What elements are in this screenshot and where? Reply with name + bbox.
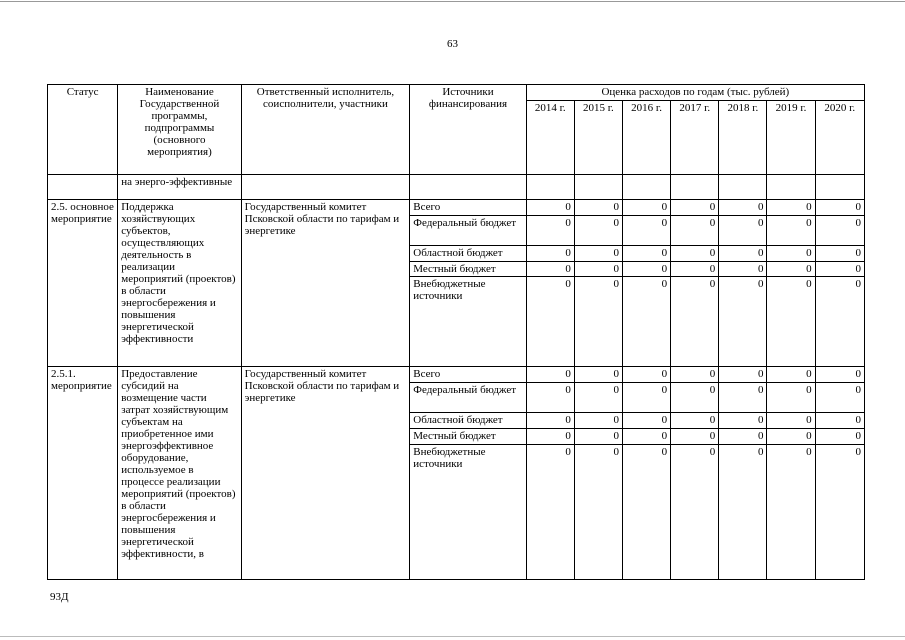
value-cell: 0 (622, 412, 670, 428)
value-cell: 0 (622, 261, 670, 277)
value-cell: 0 (574, 444, 622, 579)
cell-empty (671, 174, 719, 199)
value-cell: 0 (526, 200, 574, 216)
cell-empty (719, 174, 767, 199)
header-year: 2019 г. (767, 100, 815, 174)
header-year: 2016 г. (622, 100, 670, 174)
source-label: Местный бюджет (410, 428, 526, 444)
value-cell: 0 (526, 412, 574, 428)
cell-empty (241, 174, 410, 199)
value-cell: 0 (719, 245, 767, 261)
value-cell: 0 (574, 367, 622, 383)
value-cell: 0 (815, 428, 864, 444)
cell-empty (767, 174, 815, 199)
continuation-name: на энерго-эффективные (118, 174, 241, 199)
value-cell: 0 (719, 412, 767, 428)
value-cell: 0 (719, 261, 767, 277)
value-cell: 0 (767, 428, 815, 444)
value-cell: 0 (815, 383, 864, 413)
source-label: Федеральный бюджет (410, 216, 526, 246)
header-year: 2020 г. (815, 100, 864, 174)
scan-edge-top (0, 1, 905, 2)
value-cell: 0 (671, 444, 719, 579)
source-label: Местный бюджет (410, 261, 526, 277)
value-cell: 0 (719, 200, 767, 216)
value-cell: 0 (574, 412, 622, 428)
value-cell: 0 (526, 216, 574, 246)
value-cell: 0 (622, 200, 670, 216)
value-cell: 0 (719, 444, 767, 579)
header-year: 2017 г. (671, 100, 719, 174)
section-status: 2.5.1. мероприятие (48, 367, 118, 580)
value-cell: 0 (815, 245, 864, 261)
header-status: Статус (48, 85, 118, 175)
value-cell: 0 (719, 383, 767, 413)
header-year: 2015 г. (574, 100, 622, 174)
value-cell: 0 (719, 277, 767, 367)
section-name: Поддержка хозяйствующих субъектов, осуществляющих деятельность в реализации мероприятий (проектов) в области энергосбережения и повышения энергетической эффективности (118, 200, 241, 367)
cell-empty (574, 174, 622, 199)
source-label: Внебюджетные источники (410, 444, 526, 579)
value-cell: 0 (767, 277, 815, 367)
cell-empty (815, 174, 864, 199)
source-label: Областной бюджет (410, 245, 526, 261)
section-responsible: Государственный комитет Псковской области по тарифам и энергетике (241, 200, 410, 367)
value-cell: 0 (526, 367, 574, 383)
table-row (48, 200, 865, 216)
value-cell: 0 (815, 277, 864, 367)
page-number: 63 (447, 38, 458, 50)
source-label: Всего (410, 367, 526, 383)
value-cell: 0 (526, 277, 574, 367)
section-responsible: Государственный комитет Псковской области по тарифам и энергетике (241, 367, 410, 580)
header-name: Наименование Государственной программы, подпрограммы (основного мероприятия) (118, 85, 241, 175)
value-cell: 0 (767, 245, 815, 261)
section-name: Предоставление субсидий на возмещение части затрат хозяйствующим субъектам на приобретенное ими энергоэффективное оборудование, используемое в процессе реализации мероприятий (проектов) в области энергосбережения и повышения энергетической эффективности, в (118, 367, 241, 580)
value-cell: 0 (574, 245, 622, 261)
cell-empty (622, 174, 670, 199)
value-cell: 0 (622, 367, 670, 383)
value-cell: 0 (767, 444, 815, 579)
value-cell: 0 (574, 277, 622, 367)
value-cell: 0 (526, 261, 574, 277)
value-cell: 0 (815, 261, 864, 277)
source-label: Федеральный бюджет (410, 383, 526, 413)
value-cell: 0 (815, 216, 864, 246)
footer-code: 93Д (50, 591, 69, 603)
value-cell: 0 (671, 245, 719, 261)
source-label: Внебюджетные источники (410, 277, 526, 367)
value-cell: 0 (526, 444, 574, 579)
value-cell: 0 (815, 412, 864, 428)
scan-edge-bottom (0, 636, 905, 637)
header-year: 2014 г. (526, 100, 574, 174)
value-cell: 0 (719, 428, 767, 444)
value-cell: 0 (767, 216, 815, 246)
header-sources: Источники финансирования (410, 85, 526, 175)
value-cell: 0 (622, 444, 670, 579)
header-row-1 (48, 85, 865, 101)
value-cell: 0 (671, 383, 719, 413)
cell-empty (410, 174, 526, 199)
continuation-row (48, 174, 865, 199)
value-cell: 0 (622, 383, 670, 413)
value-cell: 0 (622, 216, 670, 246)
value-cell: 0 (574, 200, 622, 216)
value-cell: 0 (671, 428, 719, 444)
value-cell: 0 (671, 216, 719, 246)
value-cell: 0 (526, 245, 574, 261)
value-cell: 0 (671, 261, 719, 277)
value-cell: 0 (574, 261, 622, 277)
value-cell: 0 (719, 216, 767, 246)
header-estimate: Оценка расходов по годам (тыс. рублей) (526, 85, 864, 101)
value-cell: 0 (671, 200, 719, 216)
value-cell: 0 (574, 428, 622, 444)
value-cell: 0 (622, 277, 670, 367)
value-cell: 0 (671, 277, 719, 367)
value-cell: 0 (767, 412, 815, 428)
cell-empty (526, 174, 574, 199)
value-cell: 0 (815, 200, 864, 216)
value-cell: 0 (767, 261, 815, 277)
value-cell: 0 (815, 444, 864, 579)
value-cell: 0 (815, 367, 864, 383)
value-cell: 0 (671, 367, 719, 383)
table-row (48, 367, 865, 383)
cell-empty (48, 174, 118, 199)
source-label: Всего (410, 200, 526, 216)
section-status: 2.5. основное мероприятие (48, 200, 118, 367)
value-cell: 0 (526, 383, 574, 413)
header-responsible: Ответственный исполнитель, соисполнители, участники (241, 85, 410, 175)
value-cell: 0 (719, 367, 767, 383)
source-label: Областной бюджет (410, 412, 526, 428)
expenditure-table (47, 84, 865, 580)
value-cell: 0 (767, 383, 815, 413)
value-cell: 0 (671, 412, 719, 428)
value-cell: 0 (622, 245, 670, 261)
value-cell: 0 (526, 428, 574, 444)
value-cell: 0 (767, 200, 815, 216)
value-cell: 0 (767, 367, 815, 383)
value-cell: 0 (574, 383, 622, 413)
value-cell: 0 (622, 428, 670, 444)
value-cell: 0 (574, 216, 622, 246)
header-year: 2018 г. (719, 100, 767, 174)
